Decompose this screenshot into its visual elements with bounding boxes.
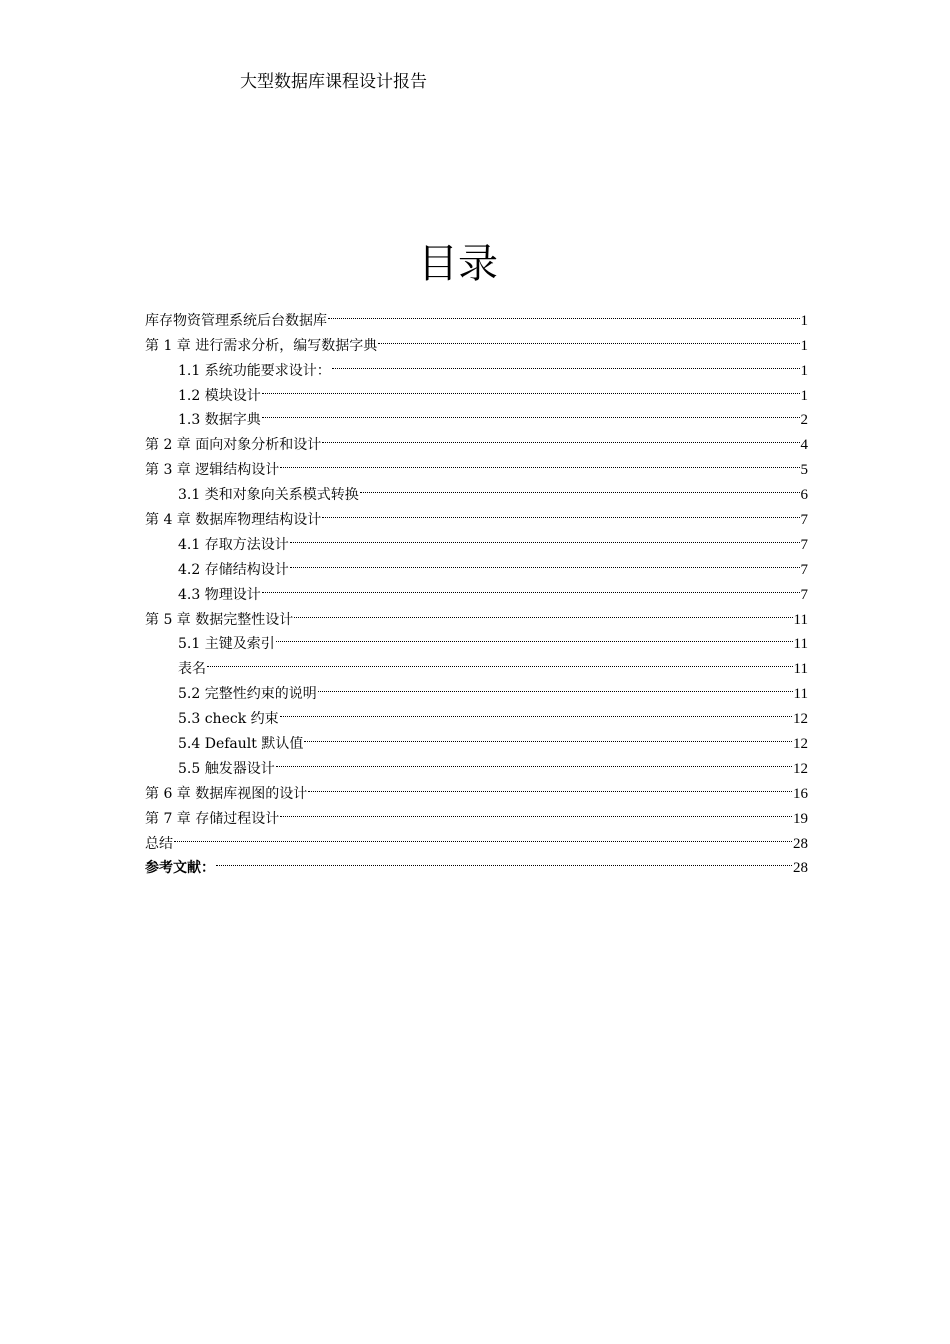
toc-entry-label: 4.1 存取方法设计 <box>178 536 289 553</box>
toc-dot-leader <box>360 474 800 499</box>
toc-entry[interactable] <box>145 648 808 678</box>
toc-entry-label: 1.1 系统功能要求设计： <box>178 362 331 379</box>
toc-entry-label: 第 4 章 数据库物理结构设计 <box>145 512 322 529</box>
toc-dot-leader <box>262 574 800 599</box>
toc-entry-page-number: 4 <box>800 437 808 454</box>
toc-entry-page-number: 1 <box>800 387 808 404</box>
toc-dot-leader <box>308 773 792 798</box>
toc-entry-page-number: 28 <box>793 860 808 877</box>
toc-entry-label: 5.4 Default 默认值 <box>178 736 304 753</box>
toc-entry-page-number: 28 <box>793 835 808 852</box>
toc-dot-leader <box>322 499 799 524</box>
toc-entry-page-number: 1 <box>800 312 808 329</box>
toc-entry[interactable] <box>145 848 808 877</box>
toc-entry-label: 库存物资管理系统后台数据库 <box>145 312 327 329</box>
table-of-contents <box>145 300 808 877</box>
toc-entry[interactable] <box>145 823 808 852</box>
toc-entry-page-number: 1 <box>800 337 808 354</box>
toc-dot-leader <box>328 300 800 325</box>
toc-entry-label: 1.3 数据字典 <box>178 412 261 429</box>
toc-entry-label: 第 1 章 进行需求分析，编写数据字典 <box>145 337 378 354</box>
toc-entry-label: 4.2 存储结构设计 <box>178 561 289 578</box>
toc-dot-leader <box>290 549 800 574</box>
toc-entry-page-number: 7 <box>800 536 808 553</box>
toc-entry-label: 5.1 主键及索引 <box>178 636 275 653</box>
toc-entry-label: 3.1 类和对象向关系模式转换 <box>178 487 359 504</box>
toc-entry-page-number: 12 <box>793 711 808 728</box>
toc-dot-leader <box>332 350 800 375</box>
toc-entry-page-number: 16 <box>793 785 808 802</box>
toc-dot-leader <box>280 698 792 723</box>
toc-entry-page-number: 5 <box>800 462 808 479</box>
toc-entry-page-number: 7 <box>800 512 808 529</box>
toc-dot-leader <box>318 673 793 698</box>
toc-entry-page-number: 11 <box>793 661 808 678</box>
toc-dot-leader <box>378 325 799 350</box>
toc-dot-leader <box>280 798 792 823</box>
toc-entry-page-number: 7 <box>800 561 808 578</box>
toc-entry-page-number: 11 <box>793 636 808 653</box>
toc-entry-page-number: 2 <box>800 412 808 429</box>
toc-entry-label: 5.2 完整性约束的说明 <box>178 686 317 703</box>
toc-dot-leader <box>290 524 800 549</box>
toc-entry-label: 第 7 章 存储过程设计 <box>145 810 280 827</box>
toc-entry-label: 5.3 check 约束 <box>178 711 279 728</box>
toc-entry-label: 4.3 物理设计 <box>178 586 261 603</box>
toc-heading: 目录 <box>418 241 498 287</box>
toc-entry[interactable] <box>145 300 808 329</box>
toc-entry-page-number: 7 <box>800 586 808 603</box>
toc-dot-leader <box>276 748 792 773</box>
toc-entry-page-number: 6 <box>800 487 808 504</box>
toc-dot-leader <box>294 599 792 624</box>
toc-dot-leader <box>322 424 799 449</box>
toc-dot-leader <box>262 400 800 425</box>
toc-entry-label: 第 6 章 数据库视图的设计 <box>145 785 308 802</box>
toc-dot-leader <box>207 648 793 673</box>
toc-entry-page-number: 12 <box>793 760 808 777</box>
toc-entry-page-number: 1 <box>800 362 808 379</box>
toc-entry-label: 第 5 章 数据完整性设计 <box>145 611 294 628</box>
toc-dot-leader <box>174 823 792 848</box>
toc-dot-leader <box>262 375 800 400</box>
toc-entry-label: 5.5 触发器设计 <box>178 760 275 777</box>
toc-entry-label: 第 2 章 面向对象分析和设计 <box>145 437 322 454</box>
toc-entry[interactable] <box>145 673 808 703</box>
toc-dot-leader <box>280 449 799 474</box>
toc-entry-label: 总结 <box>145 835 173 852</box>
toc-entry-page-number: 11 <box>793 686 808 703</box>
toc-entry-label: 1.2 模块设计 <box>178 387 261 404</box>
toc-entry-label: 参考文献： <box>145 860 215 877</box>
toc-dot-leader <box>304 723 792 748</box>
toc-dot-leader <box>276 624 793 649</box>
toc-dot-leader <box>216 848 792 873</box>
toc-entry-page-number: 12 <box>793 736 808 753</box>
toc-entry-label: 第 3 章 逻辑结构设计 <box>145 462 280 479</box>
document-header-title: 大型数据库课程设计报告 <box>240 72 427 92</box>
toc-entry-page-number: 11 <box>793 611 808 628</box>
toc-entry-page-number: 19 <box>793 810 808 827</box>
toc-entry-label: 表名 <box>178 661 206 678</box>
